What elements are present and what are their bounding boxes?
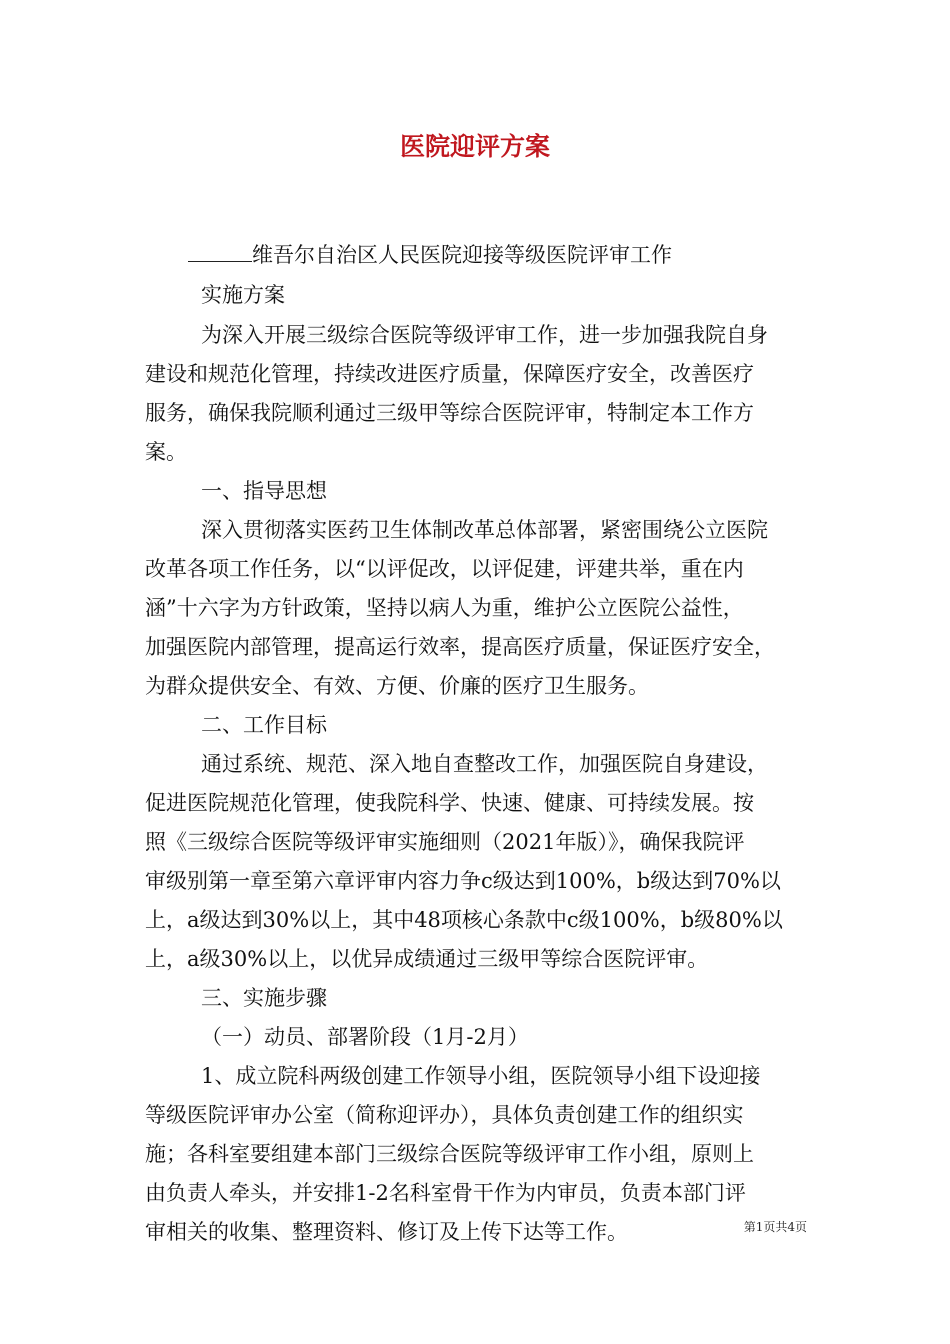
body-line: 为深入开展三级综合医院等级评审工作，进一步加强我院自身: [201, 323, 768, 347]
body-line: 通过系统、规范、深入地自查整改工作，加强医院自身建设，: [201, 752, 768, 776]
document-title: 医院迎评方案: [399, 132, 550, 161]
body-line: 由负责人牵头，并安排1-2名科室骨干作为内审员，负责本部门评: [145, 1181, 746, 1205]
body-line: 涵”十六字为方针政策，坚持以病人为重，维护公立医院公益性，: [145, 596, 744, 620]
body-line: 建设和规范化管理，持续改进医疗质量，保障医疗安全，改善医疗: [145, 362, 754, 386]
section-heading: 三、实施步骤: [201, 986, 327, 1010]
body-line: 上，a级达到30%以上，其中48项核心条款中c级100%，b级80%以: [145, 908, 783, 932]
subsection-heading: （一）动员、部署阶段（1月-2月）: [201, 1025, 529, 1049]
subtitle-line-1: 维吾尔自治区人民医院迎接等级医院评审工作: [188, 240, 672, 270]
body-line: 深入贯彻落实医药卫生体制改革总体部署，紧密围绕公立医院: [201, 518, 768, 542]
blank-underline: [188, 241, 252, 262]
body-line: 上，a级30%以上，以优异成绩通过三级甲等综合医院评审。: [145, 947, 709, 971]
body-line: 改革各项工作任务，以“以评促改，以评促建，评建共举，重在内: [145, 557, 744, 581]
subtitle-line-2: 实施方案: [201, 283, 285, 307]
body-line: 审相关的收集、整理资料、修订及上传下达等工作。: [145, 1220, 628, 1244]
body-line: 案。: [145, 440, 187, 464]
page-number: 第1页共4页: [743, 1220, 807, 1234]
body-line: 等级医院评审办公室（简称迎评办），具体负责创建工作的组织实: [145, 1103, 744, 1127]
body-line: 审级别第一章至第六章评审内容力争c级达到100%，b级达到70%以: [145, 869, 781, 893]
section-heading: 一、指导思想: [201, 479, 327, 503]
body-line: 照《三级综合医院等级评审实施细则（2021年版）》，确保我院评: [145, 830, 745, 854]
body-line: 加强医院内部管理，提高运行效率，提高医疗质量，保证医疗安全，: [145, 635, 775, 659]
body-line: 施；各科室要组建本部门三级综合医院等级评审工作小组，原则上: [145, 1142, 754, 1166]
section-heading: 二、工作目标: [201, 713, 327, 737]
body-line: 促进医院规范化管理，使我院科学、快速、健康、可持续发展。按: [145, 791, 754, 815]
body-line: 1、成立院科两级创建工作领导小组，医院领导小组下设迎接: [201, 1064, 761, 1088]
body-line: 服务，确保我院顺利通过三级甲等综合医院评审，特制定本工作方: [145, 401, 754, 425]
body-line: 为群众提供安全、有效、方便、价廉的医疗卫生服务。: [145, 674, 649, 698]
